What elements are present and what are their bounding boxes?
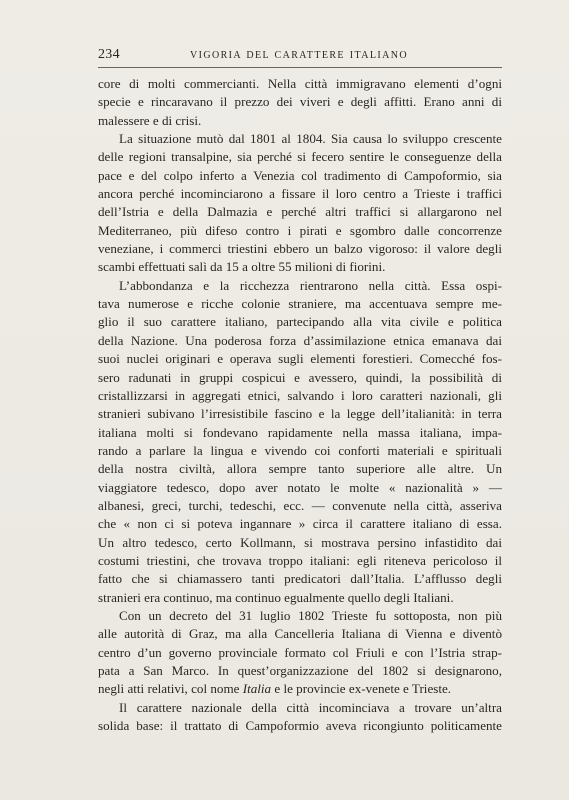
text-line-content: cristallizzarsi in aggregati etnici, salvando i loro caratteri nazionali, gli — [98, 387, 502, 403]
text-line — [98, 479, 502, 497]
text-line-content: centro d’un governo provinciale formato col Friuli e con l’Istria strap- — [98, 644, 502, 660]
text-line-content: rando a parlare la lingua e vivendo coi conforti materiali e spirituali — [98, 442, 502, 458]
italic-term: Italia — [242, 681, 272, 697]
text-line — [98, 258, 502, 276]
text-line-content: viaggiatore tedesco, dopo aver notato le molte « nazionalità » — — [98, 479, 502, 495]
text-line-content: specie e rincaravano il prezzo dei viveri e degli affitti. Erano anni di — [98, 94, 502, 110]
running-title: VIGORIA DEL CARATTERE ITALIANO — [190, 50, 408, 61]
text-line-content: solida base: il trattato di Campoformio aveva ricongiunto politicamente — [98, 718, 502, 734]
text-line — [98, 203, 502, 221]
text-line-content: pace e del colpo inferto a Venezia col tradimento di Campoformio, sia — [98, 167, 502, 183]
text-line-content: della Nazione. Una poderosa forza d’assimilazione etnica emanava dai — [98, 332, 502, 348]
page-number: 234 — [98, 47, 120, 62]
text-line-content: core di molti commercianti. Nella città immigravano elementi d’ogni — [98, 76, 502, 91]
text-line-content: che « non ci si poteva ingannare » circa il carattere italiano di essa. — [98, 516, 502, 532]
text-line-content: glio il suo carattere italiano, partecipando alla vita civile e politica — [98, 314, 502, 330]
text-line-content: negli atti relativi, col nome — [98, 681, 243, 697]
text-line — [98, 589, 502, 607]
text-line-content: Un altro tedesco, certo Kollmann, si mostrava persino infastidito dai — [98, 534, 502, 550]
text-line-content: albanesi, greci, turchi, tedeschi, ecc. — convenute nella città, asseriva — [98, 497, 502, 513]
text-line — [98, 295, 502, 313]
text-line-content: La situazione mutò dal 1801 al 1804. Sia causa lo sviluppo crescente — [119, 131, 502, 147]
text-line-content: scambi effettuati salì da 15 a oltre 55 milioni di fiorini. — [98, 259, 386, 275]
text-line — [98, 185, 502, 203]
text-line-content: alle autorità di Graz, ma alla Cancelleria Italiana di Vienna e diventò — [98, 626, 502, 642]
text-line-content: Con un decreto del 31 luglio 1802 Trieste fu sottoposta, non più — [119, 607, 502, 623]
text-line — [98, 662, 502, 680]
text-line — [98, 625, 502, 643]
text-line — [98, 515, 502, 533]
text-line-content: delle regioni transalpine, sia perché si fecero sentire le conseguenze della — [98, 149, 502, 165]
text-line — [98, 387, 502, 405]
text-line — [98, 130, 502, 148]
text-line-continuation: e le provincie ex-venete e Trieste. — [271, 681, 452, 697]
text-line-content: costumi triestini, che trovava troppo italiani: egli riteneva pericoloso il — [98, 552, 502, 568]
text-line — [98, 93, 502, 111]
text-line — [98, 313, 502, 331]
text-line — [98, 405, 502, 423]
text-line — [98, 332, 502, 350]
text-line-content: italiana molti si fondevano rapidamente nella massa italiana, impa- — [98, 424, 502, 440]
text-line — [98, 350, 502, 368]
text-line — [98, 607, 502, 625]
text-line-content: stranieri era continuo, ma continuo egualmente quello degli Italiani. — [98, 589, 454, 605]
text-line-content: suoi nuclei originari e operava sugli elementi forestieri. Comecché fos- — [98, 351, 502, 367]
text-line-content: ancora perché incominciarono a fissare il loro centro a Trieste i traffici — [98, 186, 502, 202]
text-line-content: sero radunati in gruppi cospicui e avessero, quindi, la possibilità di — [98, 369, 502, 385]
text-line — [98, 424, 502, 442]
text-line — [98, 699, 502, 717]
text-line-content: malessere e di crisi. — [98, 112, 202, 128]
text-line — [98, 497, 502, 515]
text-line — [98, 167, 502, 185]
text-line — [98, 369, 502, 387]
text-line-content: L’abbondanza e la ricchezza rientrarono nella città. Essa ospi- — [119, 277, 502, 293]
body-text — [98, 75, 502, 735]
text-line-content: stranieri subivano l’irresistibile fascino e la legge dell’italianità: in terra — [98, 406, 502, 422]
text-line — [98, 552, 502, 570]
text-line-content: fatto che si chiamassero tanti predicatori dall’Italia. L’afflusso degli — [98, 571, 502, 587]
text-line — [98, 570, 502, 588]
text-line — [98, 112, 502, 130]
text-line — [98, 534, 502, 552]
text-line-content: Mediterraneo, più difeso contro i pirati e sgombro dalle concorrenze — [98, 222, 502, 238]
text-line — [98, 148, 502, 166]
text-line-content: della nostra civiltà, allora sempre tanto superiore alle altre. Un — [98, 461, 502, 477]
text-line — [98, 460, 502, 478]
running-header — [98, 45, 502, 68]
text-line-content: Il carattere nazionale della città incominciava a trovare un’altra — [119, 699, 502, 715]
text-line — [98, 277, 502, 295]
text-line — [98, 680, 502, 698]
text-line — [98, 717, 502, 735]
text-line — [98, 222, 502, 240]
text-line-content: tava numerose e ricche colonie straniere, ma accentuava sempre me- — [98, 296, 502, 312]
text-line — [98, 442, 502, 460]
text-line-content: dell’Istria e della Dalmazia e perché altri traffici si allargarono nel — [98, 204, 502, 220]
text-line-content: pata a San Marco. In quest’organizzazione del 1802 si designarono, — [98, 663, 502, 678]
text-line-content: veneziane, i commerci triestini ebbero un balzo vigoroso: il valore degli — [98, 241, 502, 257]
text-line — [98, 240, 502, 258]
text-line — [98, 75, 502, 93]
text-line — [98, 644, 502, 662]
